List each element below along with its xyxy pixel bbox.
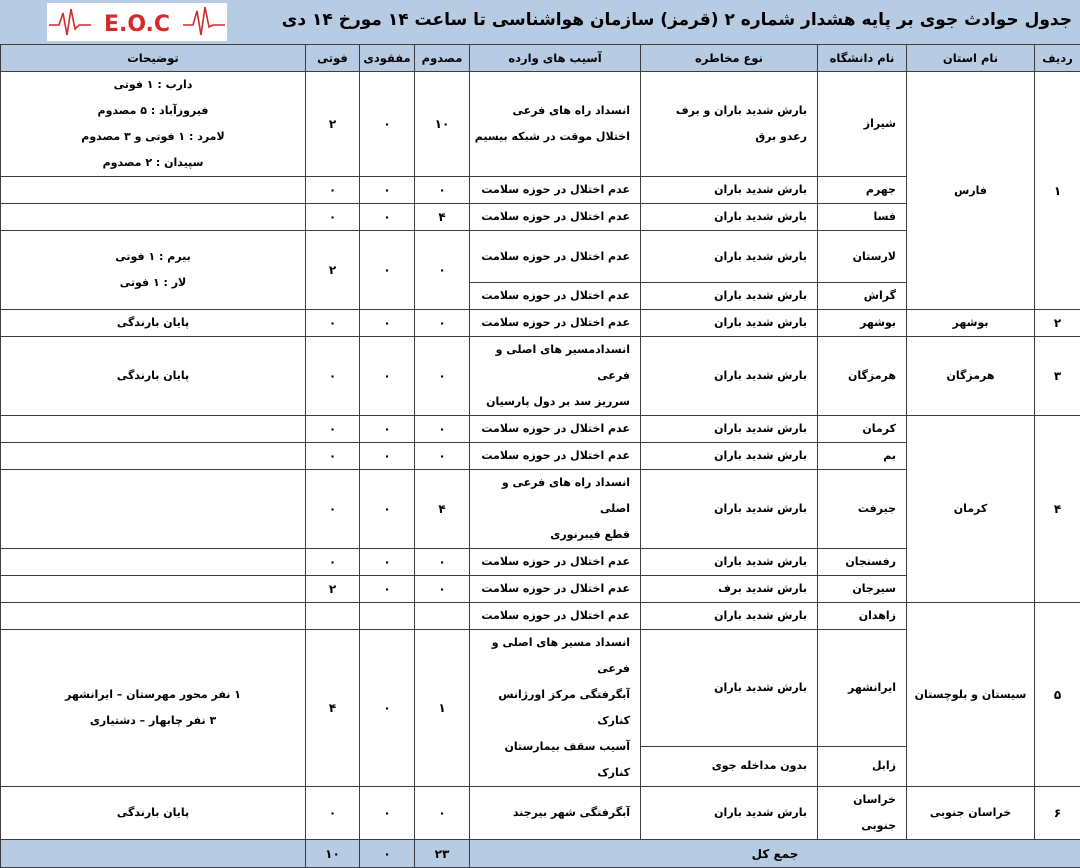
missing-count (360, 576, 415, 603)
damage-description-line: انسداد راه های فرعی و اصلی (470, 470, 630, 522)
province-name (907, 603, 1035, 787)
damage-description (470, 177, 641, 204)
damage-description-line: عدم اختلال در حوزه سلامت (470, 416, 630, 442)
col-injured-header: مصدوم (415, 45, 470, 72)
province-name-line: سیستان و بلوچستان (907, 682, 1034, 708)
hazard-type (641, 443, 818, 470)
province-name (907, 337, 1035, 416)
damage-description (470, 72, 641, 177)
hazard-type-line: بارش شدید باران (641, 283, 807, 309)
injured-count (415, 337, 470, 416)
notes (1, 177, 306, 204)
injured-count (415, 310, 470, 337)
table-row (1, 310, 1080, 337)
notes (1, 576, 306, 603)
hazard-type (641, 204, 818, 231)
university-name (818, 576, 907, 603)
damage-description (470, 204, 641, 231)
title-bar (0, 0, 1080, 44)
damage-description (470, 310, 641, 337)
injured-count (415, 787, 470, 840)
university-name-line: هرمزگان (818, 363, 896, 389)
hazard-type-line: بارش شدید باران (641, 549, 807, 575)
dead-count (306, 204, 360, 231)
damage-description-line: عدم اختلال در حوزه سلامت (470, 244, 630, 270)
injured-count (415, 603, 470, 630)
missing-count (360, 416, 415, 443)
dead-count (306, 630, 360, 787)
row-number-line: ۶ (1035, 800, 1080, 826)
damage-description-line: عدم اختلال در حوزه سلامت (470, 443, 630, 469)
missing-count (360, 337, 415, 416)
col-university-header: نام دانشگاه (818, 45, 907, 72)
row-number-line: ۱ (1035, 178, 1080, 204)
province-name (907, 787, 1035, 840)
missing-count-line: ۰ (360, 257, 414, 283)
dead-count-line: ۲ (306, 111, 359, 137)
dead-count (306, 416, 360, 443)
dead-count-line: ۴ (306, 695, 359, 721)
hazard-type-line: بارش شدید باران (641, 177, 807, 203)
injured-count (415, 72, 470, 177)
damage-description-line: آبگرفتگی شهر بیرجند (470, 800, 630, 826)
eoc-logo (47, 3, 227, 41)
notes-line: ۱ نفر محور مهرستان – ایرانشهر (1, 682, 305, 708)
university-name-line: بوشهر (818, 310, 896, 336)
row-number (1035, 787, 1080, 840)
damage-description-line: آسیب سقف بیمارستان کنارک (470, 734, 630, 786)
damage-description-line: انسداد راه های فرعی (470, 98, 630, 124)
university-name-line: رفسنجان (818, 549, 896, 575)
notes (1, 603, 306, 630)
hazard-type (641, 177, 818, 204)
table-row (1, 416, 1080, 443)
dead-count-line: ۰ (306, 443, 359, 469)
row-number (1035, 72, 1080, 310)
university-name-line: شیراز (818, 111, 896, 137)
missing-count-line: ۰ (360, 310, 414, 336)
university-name-line: فسا (818, 204, 896, 230)
injured-count-line: ۰ (415, 443, 469, 469)
missing-count (360, 72, 415, 177)
injured-count-line: ۴ (415, 496, 469, 522)
missing-count (360, 231, 415, 310)
injured-count-line: ۰ (415, 177, 469, 203)
missing-count (360, 787, 415, 840)
university-name (818, 470, 907, 549)
injured-count (415, 416, 470, 443)
hazard-type-line: بارش شدید باران (641, 443, 807, 469)
notes (1, 443, 306, 470)
notes (1, 787, 306, 840)
row-number (1035, 603, 1080, 787)
injured-count-line: ۰ (415, 310, 469, 336)
notes-line: پایان بارندگی (1, 363, 305, 389)
injured-count-line: ۰ (415, 257, 469, 283)
damage-description (470, 576, 641, 603)
notes (1, 470, 306, 549)
hazard-type (641, 337, 818, 416)
row-number-line: ۵ (1035, 682, 1080, 708)
notes-line: سپیدان : ۲ مصدوم (1, 150, 305, 176)
university-name-line: سیرجان (818, 576, 896, 602)
hazard-type (641, 231, 818, 283)
hazard-type (641, 576, 818, 603)
totals-injured: ۲۳ (415, 840, 470, 868)
missing-count (360, 443, 415, 470)
col-dead-header: فوتی (306, 45, 360, 72)
hazard-type-line: بارش شدید باران و برف (641, 98, 807, 124)
damage-description (470, 787, 641, 840)
row-number (1035, 337, 1080, 416)
damage-description-line: انسداد مسیر های اصلی و فرعی (470, 630, 630, 682)
missing-count (360, 603, 415, 630)
university-name (818, 787, 907, 840)
university-name (818, 177, 907, 204)
hazard-type-line: بارش شدید باران (641, 603, 807, 629)
damage-description-line: عدم اختلال در حوزه سلامت (470, 204, 630, 230)
university-name-line: زابل (818, 753, 896, 779)
missing-count (360, 630, 415, 787)
dead-count-line: ۲ (306, 257, 359, 283)
row-number (1035, 310, 1080, 337)
damage-description-line: سرریز سد بر دول پارسیان (470, 389, 630, 415)
dead-count (306, 603, 360, 630)
injured-count (415, 177, 470, 204)
hazard-type (641, 787, 818, 840)
missing-count (360, 310, 415, 337)
damage-description (470, 416, 641, 443)
missing-count-line: ۰ (360, 363, 414, 389)
injured-count-line: ۱۰ (415, 111, 469, 137)
university-name (818, 204, 907, 231)
province-name (907, 72, 1035, 310)
university-name (818, 231, 907, 283)
dead-count (306, 576, 360, 603)
injured-count-line: ۰ (415, 416, 469, 442)
notes-line: فیروزآباد : ۵ مصدوم (1, 98, 305, 124)
damage-description (470, 337, 641, 416)
injured-count-line: ۰ (415, 363, 469, 389)
missing-count-line: ۰ (360, 695, 414, 721)
totals-row (1, 840, 1080, 868)
hazard-type-line: بارش شدید باران (641, 800, 807, 826)
province-name (907, 310, 1035, 337)
injured-count (415, 470, 470, 549)
university-name (818, 746, 907, 786)
notes-line: بیرم : ۱ فوتی (1, 244, 305, 270)
university-name-line: خراسان جنوبی (818, 787, 896, 839)
dead-count-line: ۰ (306, 496, 359, 522)
notes-line: ۳ نفر چابهار – دشتیاری (1, 708, 305, 734)
university-name (818, 72, 907, 177)
university-name (818, 283, 907, 310)
university-name-line: جیرفت (818, 496, 896, 522)
incidents-table (0, 44, 1080, 868)
dead-count (306, 231, 360, 310)
notes-line: لامرد : ۱ فوتی و ۳ مصدوم (1, 124, 305, 150)
hazard-type (641, 310, 818, 337)
totals-label: جمع کل (470, 840, 1080, 868)
university-name-line: بم (818, 443, 896, 469)
col-missing-header: مفقودی (360, 45, 415, 72)
missing-count-line: ۰ (360, 800, 414, 826)
university-name-line: زاهدان (818, 603, 896, 629)
row-number (1035, 416, 1080, 603)
missing-count-line: ۰ (360, 443, 414, 469)
hazard-type-line: رعدو برق (641, 124, 807, 150)
injured-count (415, 443, 470, 470)
university-name-line: لارستان (818, 244, 896, 270)
dead-count-line: ۰ (306, 310, 359, 336)
dead-count-line: ۰ (306, 204, 359, 230)
damage-description-line: اختلال موقت در شبکه بیسیم (470, 124, 630, 150)
injured-count-line: ۱ (415, 695, 469, 721)
damage-description (470, 231, 641, 283)
university-name (818, 603, 907, 630)
university-name (818, 549, 907, 576)
dead-count-line: ۰ (306, 800, 359, 826)
university-name-line: گراش (818, 283, 896, 309)
dead-count-line: ۲ (306, 576, 359, 602)
university-name-line: کرمان (818, 416, 896, 442)
dead-count (306, 549, 360, 576)
totals-notes-empty (1, 840, 306, 868)
dead-count (306, 310, 360, 337)
damage-description (470, 443, 641, 470)
col-province-header: نام استان (907, 45, 1035, 72)
table-row (1, 337, 1080, 416)
dead-count (306, 787, 360, 840)
province-name (907, 416, 1035, 603)
university-name-line: جهرم (818, 177, 896, 203)
damage-description-line: عدم اختلال در حوزه سلامت (470, 576, 630, 602)
hazard-type (641, 416, 818, 443)
notes (1, 231, 306, 310)
injured-count (415, 204, 470, 231)
col-notes-header: توضیحات (1, 45, 306, 72)
missing-count-line: ۰ (360, 496, 414, 522)
damage-description-line: انسدادمسیر های اصلی و فرعی (470, 337, 630, 389)
row-number-line: ۳ (1035, 363, 1080, 389)
province-name-line: کرمان (907, 496, 1034, 522)
damage-description (470, 549, 641, 576)
university-name (818, 630, 907, 747)
university-name (818, 443, 907, 470)
injured-count-line: ۰ (415, 576, 469, 602)
notes (1, 416, 306, 443)
damage-description-line: عدم اختلال در حوزه سلامت (470, 310, 630, 336)
missing-count-line: ۰ (360, 416, 414, 442)
hazard-type-line: بارش شدید باران (641, 675, 807, 701)
col-damage-header: آسیب های وارده (470, 45, 641, 72)
notes-line: پایان بارندگی (1, 310, 305, 336)
notes (1, 72, 306, 177)
damage-description (470, 630, 641, 787)
col-row-header: ردیف (1035, 45, 1080, 72)
notes (1, 549, 306, 576)
logo-text: E.O.C (104, 12, 170, 37)
dead-count (306, 443, 360, 470)
damage-description-line: قطع فیبرنوری (470, 522, 630, 548)
damage-description (470, 603, 641, 630)
hazard-type-line: بارش شدید باران (641, 496, 807, 522)
hazard-type-line: بارش شدید باران (641, 244, 807, 270)
table-row (1, 72, 1080, 177)
missing-count-line: ۰ (360, 549, 414, 575)
row-number-line: ۲ (1035, 310, 1080, 336)
notes-line: لار : ۱ فوتی (1, 270, 305, 296)
injured-count (415, 576, 470, 603)
damage-description (470, 470, 641, 549)
province-name-line: خراسان جنوبی (907, 800, 1034, 826)
university-name (818, 337, 907, 416)
hazard-type-line: بارش شدید باران (641, 310, 807, 336)
injured-count-line: ۰ (415, 549, 469, 575)
missing-count (360, 549, 415, 576)
row-number-line: ۴ (1035, 496, 1080, 522)
hazard-type-line: بدون مداخله جوی (641, 753, 807, 779)
missing-count (360, 177, 415, 204)
hazard-type (641, 630, 818, 747)
injured-count (415, 630, 470, 787)
hazard-type (641, 549, 818, 576)
hazard-type (641, 746, 818, 786)
missing-count-line: ۰ (360, 576, 414, 602)
damage-description (470, 283, 641, 310)
hazard-type-line: بارش شدید باران (641, 204, 807, 230)
university-name-line: ایرانشهر (818, 675, 896, 701)
hazard-type (641, 283, 818, 310)
dead-count (306, 72, 360, 177)
damage-description-line: آبگرفتگی مرکز اورژانس کنارک (470, 682, 630, 734)
hazard-type (641, 72, 818, 177)
damage-description-line: عدم اختلال در حوزه سلامت (470, 177, 630, 203)
hazard-type (641, 470, 818, 549)
university-name (818, 310, 907, 337)
totals-missing: ۰ (360, 840, 415, 868)
hazard-type-line: بارش شدید برف (641, 576, 807, 602)
hazard-type-line: بارش شدید باران (641, 416, 807, 442)
province-name-line: هرمزگان (907, 363, 1034, 389)
missing-count-line: ۰ (360, 204, 414, 230)
province-name-line: فارس (907, 178, 1034, 204)
dead-count-line: ۰ (306, 416, 359, 442)
notes (1, 630, 306, 787)
page-title: جدول حوادث جوی بر پایه هشدار شماره ۲ (قرمز) سازمان هواشناسی تا ساعت ۱۴ مورخ ۱۴ دی (282, 0, 1072, 40)
col-hazard-header: نوع مخاطره (641, 45, 818, 72)
hazard-type (641, 603, 818, 630)
dead-count-line: ۰ (306, 549, 359, 575)
table-row (1, 787, 1080, 840)
dead-count-line: ۰ (306, 177, 359, 203)
province-name-line: بوشهر (907, 310, 1034, 336)
dead-count (306, 470, 360, 549)
university-name (818, 416, 907, 443)
hazard-type-line: بارش شدید باران (641, 363, 807, 389)
damage-description-line: عدم اختلال در حوزه سلامت (470, 603, 630, 629)
dead-count-line: ۰ (306, 363, 359, 389)
dead-count (306, 337, 360, 416)
missing-count-line: ۰ (360, 111, 414, 137)
table-row (1, 603, 1080, 630)
missing-count (360, 470, 415, 549)
injured-count (415, 231, 470, 310)
notes (1, 310, 306, 337)
damage-description-line: عدم اختلال در حوزه سلامت (470, 549, 630, 575)
injured-count-line: ۴ (415, 204, 469, 230)
notes-line: دارب : ۱ فوتی (1, 72, 305, 98)
injured-count (415, 549, 470, 576)
notes-line: پایان بارندگی (1, 800, 305, 826)
dead-count (306, 177, 360, 204)
damage-description-line: عدم اختلال در حوزه سلامت (470, 283, 630, 309)
table-header-row (1, 45, 1080, 72)
missing-count (360, 204, 415, 231)
missing-count-line: ۰ (360, 177, 414, 203)
heartbeat-logo-icon (47, 3, 227, 41)
totals-dead: ۱۰ (306, 840, 360, 868)
notes (1, 204, 306, 231)
injured-count-line: ۰ (415, 800, 469, 826)
notes (1, 337, 306, 416)
